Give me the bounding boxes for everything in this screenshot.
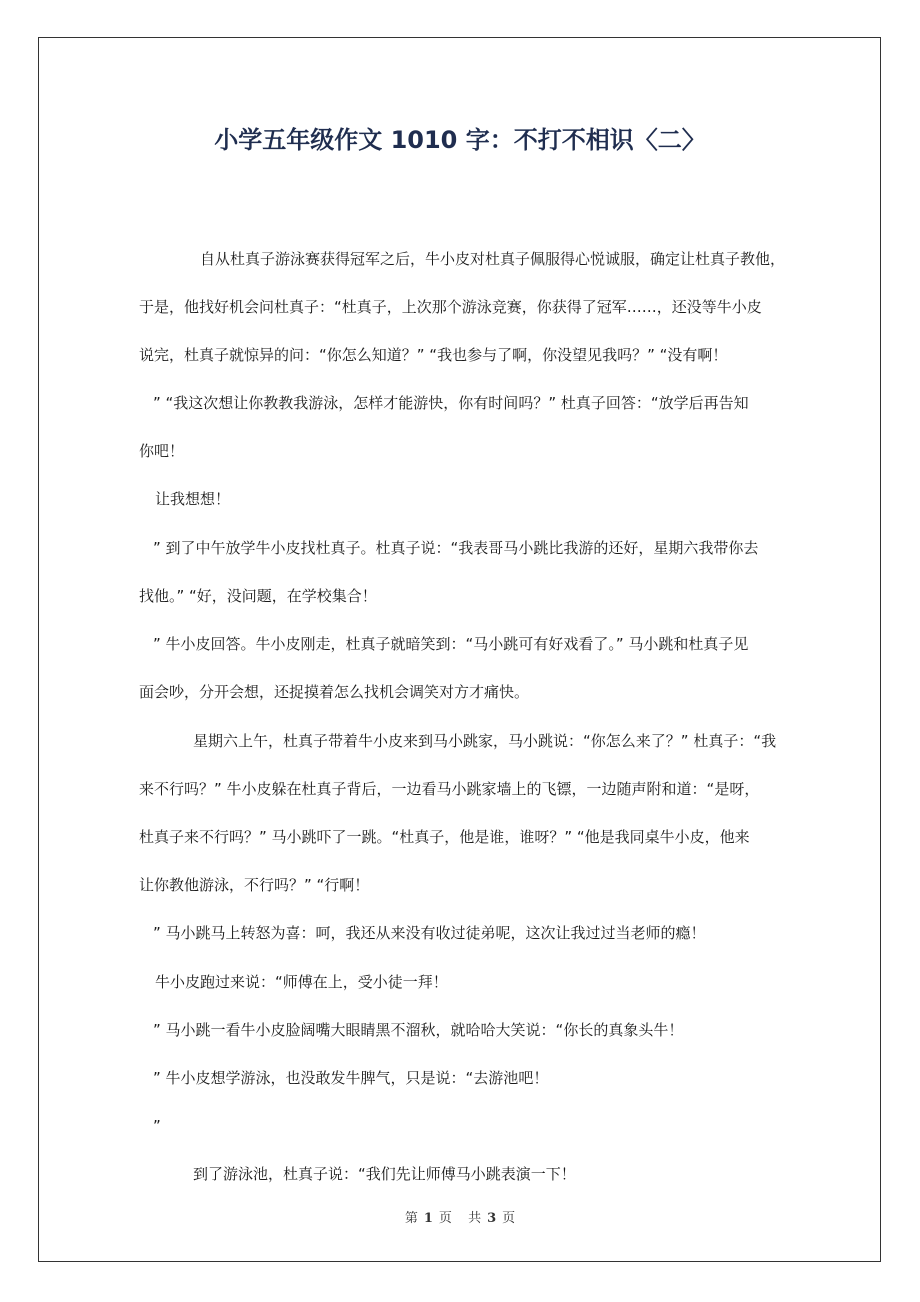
- total-pages: 3: [487, 1211, 497, 1226]
- body-line: 于是，他找好机会问杜真子：“杜真子，上次那个游泳竞赛，你获得了冠军……，还没等牛小皮: [139, 298, 762, 316]
- body-line: 到了游泳池，杜真子说：“我们先让师傅马小跳表演一下！: [193, 1165, 576, 1183]
- body-line: 面会吵，分开会想，还捉摸着怎么找机会调笑对方才痛快。: [139, 683, 530, 701]
- page-footer: [0, 1207, 920, 1226]
- body-line: ” 牛小皮回答。牛小皮刚走，杜真子就暗笑到：“马小跳可有好戏看了。” 马小跳和杜真子见: [153, 635, 749, 653]
- body-line: 杜真子来不行吗？” 马小跳吓了一跳。“杜真子，他是谁，谁呀？” “他是我同桌牛小皮，他来: [139, 828, 750, 846]
- total-pages-indicator: [465, 1211, 518, 1226]
- body-line: 让我想想！: [155, 490, 231, 508]
- body-line: ”: [153, 1117, 161, 1135]
- body-line: 来不行吗？” 牛小皮躲在杜真子背后，一边看马小跳家墙上的飞镖，一边随声附和道：“是呀，: [139, 780, 760, 798]
- body-line: 说完，杜真子就惊异的问：“你怎么知道？” “我也参与了啊，你没望见我吗？” “没有啊！: [139, 346, 728, 364]
- body-line: ” 到了中午放学牛小皮找杜真子。杜真子说：“我表哥马小跳比我游的还好，星期六我带你去: [153, 539, 759, 557]
- body-line: ” 马小跳一看牛小皮脸阔嘴大眼睛黑不溜秋，就哈哈大笑说：“你长的真象头牛！: [153, 1021, 684, 1039]
- page-label-suffix: 页: [438, 1211, 452, 1226]
- body-line: 让你教他游泳，不行吗？” “行啊！: [139, 876, 370, 894]
- document-title: 小学五年级作文 1010 字：不打不相识〈二〉: [214, 126, 706, 154]
- total-prefix: 共: [468, 1211, 482, 1226]
- page-indicator: [402, 1211, 459, 1226]
- body-line: ” 牛小皮想学游泳，也没敢发牛脾气，只是说：“去游池吧！: [153, 1069, 549, 1087]
- body-line: ” “我这次想让你教教我游泳，怎样才能游快，你有时间吗？” 杜真子回答：“放学后再告知: [153, 394, 749, 412]
- body-line: 自从杜真子游泳赛获得冠军之后，牛小皮对杜真子佩服得心悦诚服，确定让杜真子教他，: [200, 250, 786, 268]
- body-line: 你吧！: [139, 442, 185, 460]
- body-line: 找他。” “好，没问题，在学校集合！: [139, 587, 377, 605]
- body-line: 星期六上午，杜真子带着牛小皮来到马小跳家，马小跳说：“你怎么来了？” 杜真子：“我: [193, 732, 777, 750]
- total-suffix: 页: [502, 1211, 516, 1226]
- page-number: 1: [423, 1211, 433, 1226]
- body-line: ” 马小跳马上转怒为喜：呵，我还从来没有收过徒弟呢，这次让我过过当老师的瘾！: [153, 924, 706, 942]
- page-label-prefix: 第: [404, 1211, 418, 1226]
- body-line: 牛小皮跑过来说：“师傅在上，受小徒一拜！: [155, 973, 448, 991]
